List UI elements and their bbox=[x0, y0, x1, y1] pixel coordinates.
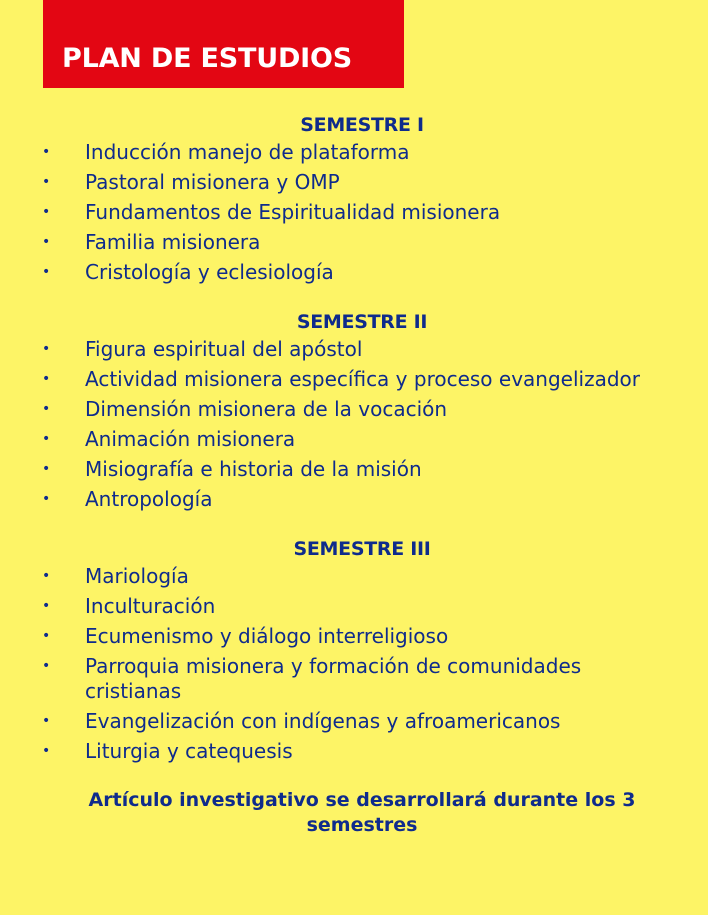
semester-3 bbox=[0, 536, 708, 764]
bullet-icon: • bbox=[42, 401, 51, 417]
page-title: PLAN DE ESTUDIOS bbox=[62, 43, 353, 74]
bullet-icon: • bbox=[42, 658, 51, 674]
course-name: Evangelización con indígenas y afroamericanos bbox=[85, 709, 561, 733]
course-name: Mariología bbox=[85, 564, 189, 588]
list-item bbox=[0, 140, 708, 165]
list-item bbox=[0, 397, 708, 422]
course-name: Misiografía e historia de la misión bbox=[85, 457, 422, 481]
semester-heading: SEMESTRE II bbox=[296, 311, 428, 333]
bullet-icon: • bbox=[42, 431, 51, 447]
bullet-icon: • bbox=[42, 341, 51, 357]
course-name: Antropología bbox=[85, 487, 213, 511]
semester-2 bbox=[0, 309, 708, 512]
list-item bbox=[0, 594, 708, 619]
study-plan-content bbox=[0, 112, 708, 838]
list-item bbox=[0, 709, 708, 734]
list-item bbox=[0, 337, 708, 362]
semester-heading: SEMESTRE III bbox=[293, 538, 431, 560]
list-item bbox=[0, 200, 708, 225]
semester-heading: SEMESTRE I bbox=[300, 114, 424, 136]
semester-1 bbox=[0, 112, 708, 285]
bullet-icon: • bbox=[42, 264, 51, 280]
bullet-icon: • bbox=[42, 234, 51, 250]
course-list bbox=[0, 140, 708, 285]
bullet-icon: • bbox=[42, 371, 51, 387]
bullet-icon: • bbox=[42, 204, 51, 220]
list-item bbox=[0, 260, 708, 285]
bullet-icon: • bbox=[42, 144, 51, 160]
course-list bbox=[0, 564, 708, 764]
bullet-icon: • bbox=[42, 628, 51, 644]
list-item bbox=[0, 427, 708, 452]
footer-note: Artículo investigativo se desarrollará durante los 3 semestres bbox=[88, 789, 636, 836]
list-item bbox=[0, 487, 708, 512]
course-name: Liturgia y catequesis bbox=[85, 739, 293, 763]
title-banner bbox=[43, 0, 404, 88]
course-name: Actividad misionera específica y proceso evangelizador bbox=[85, 367, 640, 391]
course-name: Cristología y eclesiología bbox=[85, 260, 334, 284]
course-name: Fundamentos de Espiritualidad misionera bbox=[85, 200, 501, 224]
course-name: Parroquia misionera y formación de comunidades cristianas bbox=[85, 654, 582, 703]
bullet-icon: • bbox=[42, 568, 51, 584]
course-name: Animación misionera bbox=[85, 427, 296, 451]
list-item bbox=[0, 564, 708, 589]
list-item bbox=[0, 367, 708, 392]
bullet-icon: • bbox=[42, 461, 51, 477]
course-name: Familia misionera bbox=[85, 230, 261, 254]
list-item bbox=[0, 457, 708, 482]
list-item bbox=[0, 624, 708, 649]
list-item bbox=[0, 739, 708, 764]
bullet-icon: • bbox=[42, 174, 51, 190]
bullet-icon: • bbox=[42, 713, 51, 729]
bullet-icon: • bbox=[42, 598, 51, 614]
course-name: Dimensión misionera de la vocación bbox=[85, 397, 448, 421]
course-name: Inculturación bbox=[85, 594, 216, 618]
list-item bbox=[0, 654, 708, 704]
bullet-icon: • bbox=[42, 491, 51, 507]
course-list bbox=[0, 337, 708, 512]
bullet-icon: • bbox=[42, 743, 51, 759]
course-name: Pastoral misionera y OMP bbox=[85, 170, 340, 194]
list-item bbox=[0, 230, 708, 255]
course-name: Inducción manejo de plataforma bbox=[85, 140, 410, 164]
list-item bbox=[0, 170, 708, 195]
course-name: Figura espiritual del apóstol bbox=[85, 337, 363, 361]
course-name: Ecumenismo y diálogo interreligioso bbox=[85, 624, 449, 648]
